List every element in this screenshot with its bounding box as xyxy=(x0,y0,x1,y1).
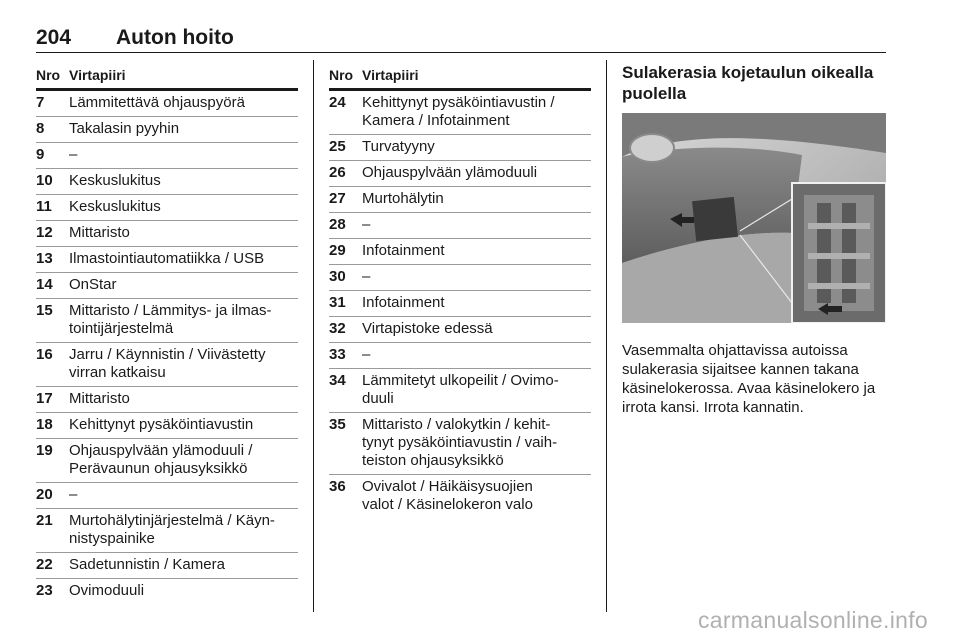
table-row xyxy=(329,343,591,369)
fuse-number: 10 xyxy=(36,172,53,189)
fuse-circuit: – xyxy=(69,146,78,163)
fuse-circuit: Murtohälytinjärjestelmä / Käyn- nistyspainike xyxy=(69,512,275,547)
fuse-number: 33 xyxy=(329,346,346,363)
fuse-number: 20 xyxy=(36,486,53,503)
fuse-circuit: Turvatyyny xyxy=(362,138,435,155)
table-row xyxy=(36,299,298,343)
fuse-number: 18 xyxy=(36,416,53,433)
table-row xyxy=(329,369,591,413)
fuse-number: 25 xyxy=(329,138,346,155)
table-row xyxy=(36,143,298,169)
fuse-number: 31 xyxy=(329,294,346,311)
fuse-circuit: – xyxy=(362,268,371,285)
table-row xyxy=(36,343,298,387)
page-header xyxy=(36,22,886,53)
table-row xyxy=(36,483,298,509)
table-header xyxy=(36,62,298,91)
fuse-number: 13 xyxy=(36,250,53,267)
column-divider xyxy=(313,60,314,612)
header-circuit: Virtapiiri xyxy=(362,67,419,83)
fuse-circuit: OnStar xyxy=(69,276,117,293)
fuse-circuit: Ovimoduuli xyxy=(69,582,145,599)
table-row xyxy=(329,413,591,475)
table-row xyxy=(36,387,298,413)
fuse-circuit: Takalasin pyyhin xyxy=(69,120,180,137)
fuse-circuit: Jarru / Käynnistin / Viivästetty virran katkaisu xyxy=(69,346,266,381)
fuse-number: 15 xyxy=(36,302,53,319)
header-nro: Nro xyxy=(36,67,61,83)
table-row xyxy=(36,117,298,143)
fuse-table-left xyxy=(36,62,298,604)
table-row xyxy=(329,91,591,135)
fuse-circuit: Lämmitettävä ohjauspyörä xyxy=(69,94,245,111)
fuse-number: 14 xyxy=(36,276,53,293)
fuse-circuit: Keskuslukitus xyxy=(69,198,161,215)
fuse-circuit: – xyxy=(69,486,78,503)
fuse-number: 28 xyxy=(329,216,346,233)
table-row xyxy=(36,195,298,221)
table-row xyxy=(36,439,298,483)
watermark: carmanualsonline.info xyxy=(697,607,928,633)
fuse-circuit: Mittaristo / valokytkin / kehit- tynyt pysäköintiavustin / vaih- teiston ohjausyksikkö xyxy=(362,416,558,469)
table-row xyxy=(36,579,298,604)
fuse-circuit: Kehittynyt pysäköintiavustin xyxy=(69,416,254,433)
fuse-number: 32 xyxy=(329,320,346,337)
fuse-number: 24 xyxy=(329,94,346,111)
fuse-number: 21 xyxy=(36,512,53,529)
table-row xyxy=(36,221,298,247)
section-title: Sulakerasia kojetaulun oikealla puolella xyxy=(622,63,874,103)
fuse-circuit: Lämmitetyt ulkopeilit / Ovimo- duuli xyxy=(362,372,559,407)
table-row xyxy=(329,187,591,213)
table-row xyxy=(329,161,591,187)
fuse-circuit: Murtohälytin xyxy=(362,190,444,207)
fuse-circuit: Ohjauspylvään ylämoduuli / Perävaunun ohjausyksikkö xyxy=(69,442,253,477)
fuse-circuit: – xyxy=(362,346,371,363)
fuse-circuit: Sadetunnistin / Kamera xyxy=(69,556,225,573)
fuse-number: 22 xyxy=(36,556,53,573)
fuse-number: 19 xyxy=(36,442,53,459)
fuse-circuit: Mittaristo / Lämmitys- ja ilmas- tointijärjestelmä xyxy=(69,302,272,337)
fuse-number: 16 xyxy=(36,346,53,363)
table-row xyxy=(36,553,298,579)
table-row xyxy=(329,291,591,317)
fuse-circuit: – xyxy=(362,216,371,233)
table-row xyxy=(36,169,298,195)
header-circuit: Virtapiiri xyxy=(69,67,126,83)
fuse-number: 7 xyxy=(36,94,45,111)
page-number: 204 xyxy=(36,26,72,49)
fuse-number: 11 xyxy=(36,198,52,215)
fuse-number: 34 xyxy=(329,372,346,389)
table-row xyxy=(36,273,298,299)
fuse-number: 36 xyxy=(329,478,346,495)
fuse-number: 23 xyxy=(36,582,53,599)
table-row xyxy=(329,213,591,239)
fuse-box-section xyxy=(622,62,886,417)
table-row xyxy=(329,317,591,343)
table-row xyxy=(36,413,298,439)
fuse-circuit: Kehittynyt pysäköintiavustin / Kamera / Infotainment xyxy=(362,94,555,129)
fuse-circuit: Infotainment xyxy=(362,294,445,311)
section-body: Vasemmalta ohjattavissa autoissa sulakerasia sijaitsee kannen takana käsinelokerossa. Avaa käsinelokero ja irrota kansi. Irrota kannatin. xyxy=(622,342,876,416)
header-nro: Nro xyxy=(329,67,354,83)
fuse-number: 30 xyxy=(329,268,346,285)
fuse-circuit: Mittaristo xyxy=(69,390,130,407)
fuse-number: 27 xyxy=(329,190,346,207)
fuse-number: 29 xyxy=(329,242,346,259)
fuse-circuit: Mittaristo xyxy=(69,224,130,241)
fuse-number: 17 xyxy=(36,390,53,407)
table-row xyxy=(36,509,298,553)
fuse-circuit: Infotainment xyxy=(362,242,445,259)
fuse-circuit: Ovivalot / Häikäisysuojien valot / Käsinelokeron valo xyxy=(362,478,533,513)
fuse-circuit: Keskuslukitus xyxy=(69,172,161,189)
fuse-number: 12 xyxy=(36,224,53,241)
table-row xyxy=(329,475,591,518)
table-header xyxy=(329,62,591,91)
fuse-circuit: Virtapistoke edessä xyxy=(362,320,493,337)
fuse-circuit: Ohjauspylvään ylämoduuli xyxy=(362,164,538,181)
fuse-box-photo xyxy=(622,113,886,323)
table-row xyxy=(36,247,298,273)
fuse-table-middle xyxy=(329,62,591,518)
fuse-circuit: Ilmastointiautomatiikka / USB xyxy=(69,250,265,267)
column-divider xyxy=(606,60,607,612)
fuse-number: 26 xyxy=(329,164,346,181)
page-title: Auton hoito xyxy=(116,26,234,49)
table-row xyxy=(329,265,591,291)
table-row xyxy=(329,135,591,161)
fuse-number: 8 xyxy=(36,120,45,137)
fuse-number: 35 xyxy=(329,416,346,433)
fuse-number: 9 xyxy=(36,146,45,163)
table-row xyxy=(36,91,298,117)
table-row xyxy=(329,239,591,265)
